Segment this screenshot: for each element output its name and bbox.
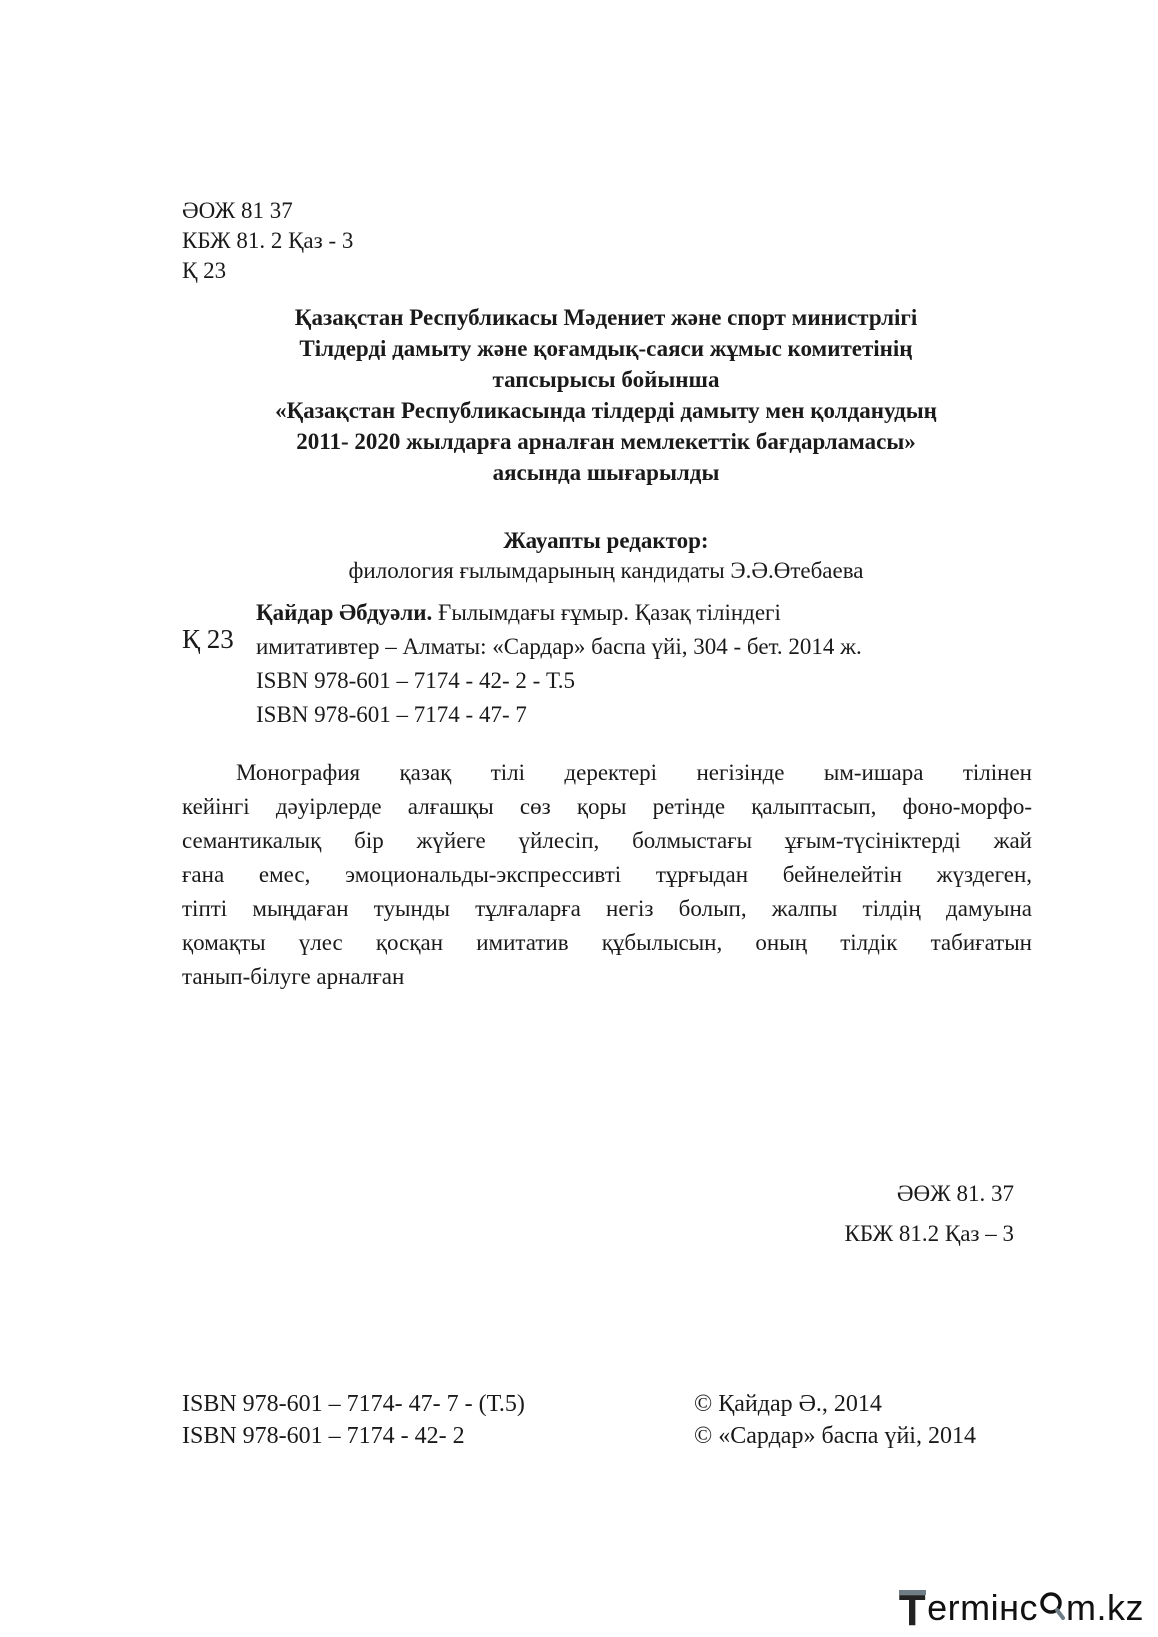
editor-heading: Жауапты редактор: bbox=[503, 528, 709, 553]
watermark-text: ermінc bbox=[927, 1587, 1038, 1628]
abstract-line: тіпті мыңдаған туынды тұлғаларға негіз болып, жалпы тілдің дамуына bbox=[182, 896, 1032, 921]
catalog-author: Қайдар Әбдуәли. bbox=[256, 600, 433, 625]
abstract-line: кейінгі дәуірлерде алғашқы сөз қоры ретінде қалыптасып, фоно-морфо- bbox=[182, 794, 1032, 819]
author-mark: Қ 23 bbox=[182, 258, 227, 283]
publisher-line: тапсырысы бойынша bbox=[492, 367, 720, 392]
copyright-line: © «Сардар» баспа үйі, 2014 bbox=[694, 1423, 976, 1449]
watermark-t: T bbox=[898, 1585, 927, 1635]
publisher-line: аясында шығарылды bbox=[492, 460, 720, 485]
abstract-line: Монография қазақ тілі деректері негізінде ым-ишара тілінен bbox=[236, 760, 1032, 785]
right-lbc: КБЖ 81.2 Қаз – 3 bbox=[844, 1221, 1014, 1246]
publisher-note bbox=[180, 302, 1032, 488]
copyright-block bbox=[694, 1388, 976, 1452]
abstract-paragraph bbox=[182, 756, 1032, 994]
publisher-line: Қазақстан Республикасы Мәдениет және спорт министрлігі bbox=[294, 305, 918, 330]
publisher-line: 2011- 2020 жылдарға арналған мемлекеттік бағдарламасы» bbox=[296, 429, 916, 454]
abstract-line: семантикалық бір жүйеге үйлесіп, болмыстағы ұғым-түсініктерді жай bbox=[182, 828, 1032, 853]
catalog-title-line bbox=[256, 596, 862, 630]
catalog-title: Ғылымдағы ғұмыр. Қазақ тіліндегі bbox=[432, 600, 781, 625]
abstract-line: танып-білуге арналған bbox=[182, 964, 405, 989]
imprint-isbn: ISBN 978-601 – 7174 - 42- 2 bbox=[182, 1423, 465, 1449]
publisher-line: Тілдерді дамыту және қоғамдық-саяси жұмыс комитетінің bbox=[299, 336, 913, 361]
editor-block bbox=[180, 526, 1032, 586]
abstract-line: ғана емес, эмоциональды-экспрессивті тұрғыдан бейнелейтін жүздеген, bbox=[182, 862, 1032, 887]
right-udc: ӘӨЖ 81. 37 bbox=[896, 1181, 1014, 1206]
termincom-watermark bbox=[898, 1585, 1144, 1635]
lbc-code: КБЖ 81. 2 Қаз - 3 bbox=[182, 228, 354, 253]
copyright-line: © Қайдар Ә., 2014 bbox=[694, 1391, 882, 1417]
catalog-isbn: ISBN 978-601 – 7174 - 47- 7 bbox=[256, 702, 527, 727]
catalog-isbn: ISBN 978-601 – 7174 - 42- 2 - Т.5 bbox=[256, 668, 576, 693]
catalog-card bbox=[256, 596, 862, 732]
imprint-isbn: ISBN 978-601 – 7174- 47- 7 - (Т.5) bbox=[182, 1391, 525, 1417]
catalog-card-code: Қ 23 bbox=[182, 624, 234, 654]
udc-code: ӘОЖ 81 37 bbox=[182, 198, 293, 223]
right-classification bbox=[845, 1174, 1014, 1254]
publisher-line: «Қазақстан Республикасында тілдерді дамыту мен қолданудың bbox=[275, 398, 937, 423]
abstract-line: қомақты үлес қосқан имитатив құбылысын, оның тілдік табиғатын bbox=[182, 930, 1032, 955]
watermark-domain: m.kz bbox=[1066, 1587, 1144, 1628]
catalog-imprint-line: имитативтер – Алматы: «Сардар» баспа үйі, 304 - бет. 2014 ж. bbox=[256, 634, 862, 659]
imprint-isbn-block bbox=[182, 1388, 525, 1452]
classification-block bbox=[182, 196, 353, 286]
editor-name: филология ғылымдарының кандидаты Э.Ә.Өтебаева bbox=[348, 558, 864, 583]
magnifier-icon bbox=[1039, 1587, 1065, 1629]
